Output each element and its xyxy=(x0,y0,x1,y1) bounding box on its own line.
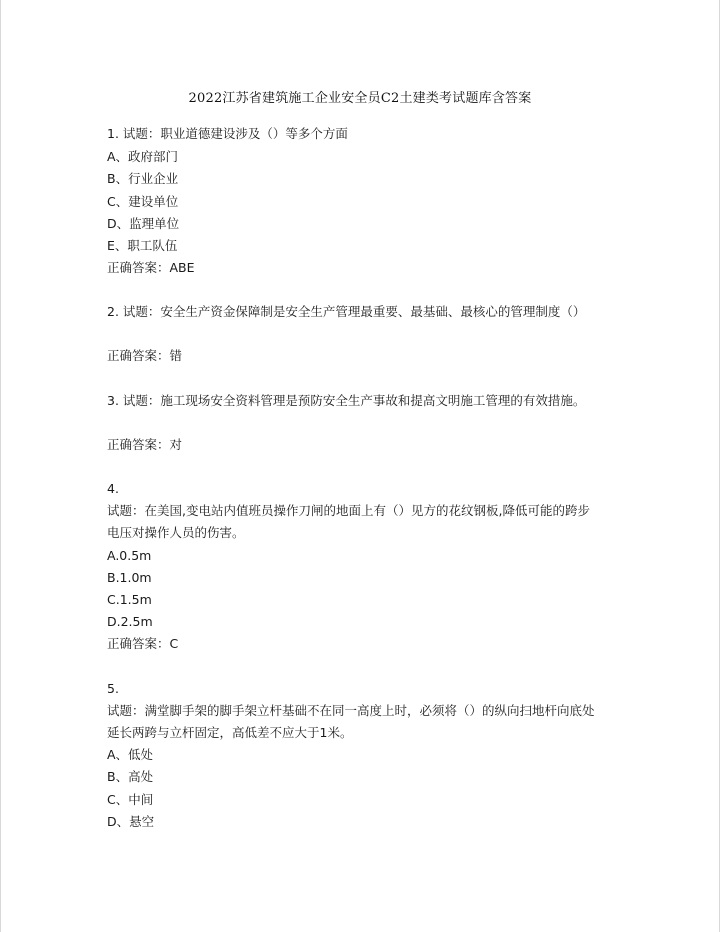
question-3-answer: 正确答案：对 xyxy=(107,437,183,452)
question-4-option-c: C.1.5m xyxy=(107,592,152,607)
question-1-option-a: A、政府部门 xyxy=(107,149,179,164)
question-4-answer: 正确答案：C xyxy=(107,636,179,651)
question-5-stem-line-2: 延长两跨与立杆固定，高低差不应大于1米。 xyxy=(107,725,353,740)
question-2-answer: 正确答案：错 xyxy=(107,348,183,363)
question-4-stem-line-1: 试题：在美国,变电站内值班员操作刀闸的地面上有（）见方的花纹钢板,降低可能的跨步 xyxy=(107,503,590,518)
question-5-number: 5. xyxy=(107,681,119,696)
question-5-option-c: C、中间 xyxy=(107,792,154,807)
question-1-option-c: C、建设单位 xyxy=(107,194,179,209)
question-1-answer: 正确答案：ABE xyxy=(107,260,195,275)
question-1-option-b: B、行业企业 xyxy=(107,171,179,186)
question-4-option-d: D.2.5m xyxy=(107,614,153,629)
question-5-option-d: D、悬空 xyxy=(107,814,155,829)
question-5-option-a: A、低处 xyxy=(107,747,154,762)
question-1-stem: 1. 试题：职业道德建设涉及（）等多个方面 xyxy=(107,126,348,141)
question-5-option-b: B、高处 xyxy=(107,769,154,784)
question-4-option-a: A.0.5m xyxy=(107,548,152,563)
question-2-stem: 2. 试题：安全生产资金保障制是安全生产管理最重要、最基础、最核心的管理制度（） xyxy=(107,304,586,319)
question-4-number: 4. xyxy=(107,481,119,496)
question-5-stem-line-1: 试题：满堂脚手架的脚手架立杆基础不在同一高度上时，必须将（）的纵向扫地杆向底处 xyxy=(107,703,595,718)
question-1-option-e: E、职工队伍 xyxy=(107,238,178,253)
document-title: 2022江苏省建筑施工企业安全员C2土建类考试题库含答案 xyxy=(188,91,532,106)
question-4-stem-line-2: 电压对操作人员的伤害。 xyxy=(107,525,245,540)
question-3-stem: 3. 试题：施工现场安全资料管理是预防安全生产事故和提高文明施工管理的有效措施。 xyxy=(107,393,586,408)
question-1-option-d: D、监理单位 xyxy=(107,216,180,231)
question-4-option-b: B.1.0m xyxy=(107,570,152,585)
